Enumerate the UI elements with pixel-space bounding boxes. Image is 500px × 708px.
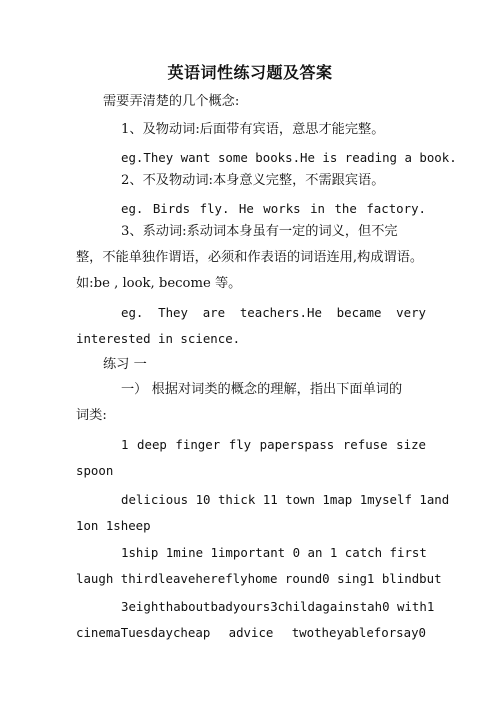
word-list-line: 3eighthaboutbadyours3childagainstah0 with1	[121, 599, 435, 614]
exercise-heading: 练习 一	[103, 357, 147, 372]
word-list-line: delicious 10 thick 11 town 1map 1myself 1and	[121, 492, 450, 507]
word-list-line: spoon	[76, 463, 114, 478]
example-linking-2: interested in science.	[76, 331, 241, 346]
exercise-instruction-1: 一） 根据对词类的概念的理解，指出下面单词的	[121, 382, 403, 397]
page-title: 英语词性练习题及答案	[167, 63, 333, 82]
word-list-line: cinemaTuesdaycheap advice twotheyableforsay0	[76, 625, 426, 640]
word-list-line: 1on 1sheep	[76, 518, 151, 533]
definition-linking-2: 整，不能单独作谓语，必须和作表语的词语连用,构成谓语。	[76, 250, 424, 265]
word-list-line: 1ship 1mine 1important 0 an 1 catch first	[121, 545, 427, 560]
definition-transitive: 1、及物动词:后面带有宾语，意思才能完整。	[121, 122, 385, 137]
definition-linking-3: 如:be , look, become 等。	[76, 276, 242, 291]
word-list-line: 1 deep finger fly paperspass refuse size	[121, 437, 426, 452]
word-list-line: laugh thirdleavehereflyhome round0 sing1 blindbut	[76, 571, 442, 586]
example-transitive: eg.They want some books.He is reading a book.	[121, 150, 457, 165]
example-linking-1: eg. They are teachers.He became very	[121, 305, 426, 320]
exercise-instruction-2: 词类:	[76, 408, 107, 423]
example-intransitive: eg. Birds fly. He works in the factory.	[121, 201, 426, 216]
intro-line: 需要弄清楚的几个概念:	[103, 94, 240, 109]
definition-intransitive: 2、不及物动词:本身意义完整，不需跟宾语。	[121, 173, 385, 188]
definition-linking-1: 3、系动词:系动词本身虽有一定的词义，但不完	[121, 224, 398, 239]
